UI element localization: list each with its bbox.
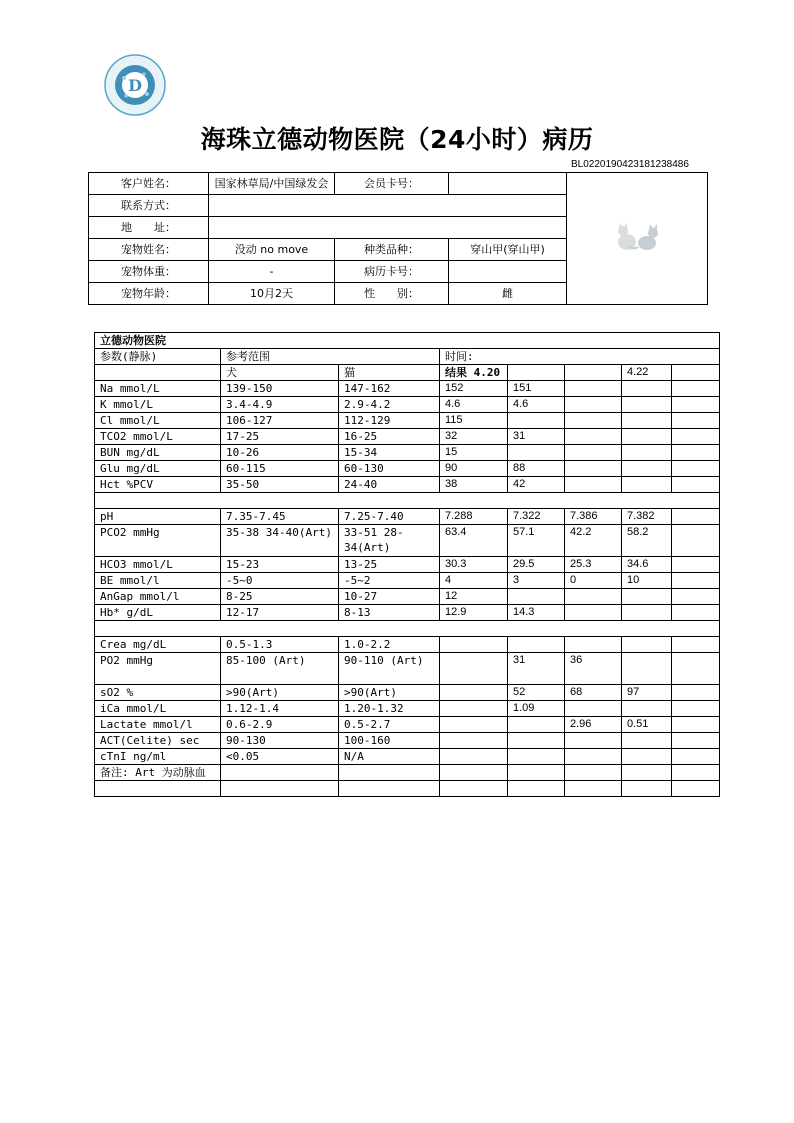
member-card-value — [449, 173, 567, 195]
result-cell — [622, 733, 672, 749]
result-cell: 1.09 — [508, 701, 565, 717]
result-cell — [622, 701, 672, 717]
lab-row — [95, 525, 720, 557]
blood-gas-table — [94, 332, 720, 797]
param-cell: Na mmol/L — [95, 381, 221, 397]
param-cell: ACT(Celite) sec — [95, 733, 221, 749]
result-cell: 12.9 — [440, 605, 508, 621]
cat-ref-cell: >90(Art) — [339, 685, 440, 701]
result-cell: 4.6 — [508, 397, 565, 413]
result-cell — [565, 701, 622, 717]
pet-weight-value: - — [209, 261, 335, 283]
dog-ref-cell: -5~0 — [221, 573, 339, 589]
empty-cell — [672, 397, 720, 413]
param-cell: BE mmol/l — [95, 573, 221, 589]
ref-range-header: 参考范围 — [221, 349, 440, 365]
param-cell: PCO2 mmHg — [95, 525, 221, 557]
result-cell: 63.4 — [440, 525, 508, 557]
result-cell: 115 — [440, 413, 508, 429]
record-number: BL0220190423181238486 — [571, 159, 689, 170]
pet-age-label: 宠物年龄： — [89, 283, 209, 305]
pet-weight-label: 宠物体重： — [89, 261, 209, 283]
result-cell: 97 — [622, 685, 672, 701]
dog-ref-cell: 10-26 — [221, 445, 339, 461]
result-cell: 3 — [508, 573, 565, 589]
result-cell — [508, 733, 565, 749]
result-cell — [508, 413, 565, 429]
cat-ref-cell: 1.20-1.32 — [339, 701, 440, 717]
result-cell: 12 — [440, 589, 508, 605]
result-cell — [622, 445, 672, 461]
result-cell — [622, 381, 672, 397]
result-cell: 4.6 — [440, 397, 508, 413]
empty-cell — [672, 429, 720, 445]
patient-info-table — [88, 172, 708, 305]
param-cell: Glu mg/dL — [95, 461, 221, 477]
case-card-value — [449, 261, 567, 283]
param-cell: PO2 mmHg — [95, 653, 221, 685]
dog-ref-cell: 85-100 (Art) — [221, 653, 339, 685]
dog-ref-cell: 90-130 — [221, 733, 339, 749]
lab-row — [95, 445, 720, 461]
result-cell — [508, 717, 565, 733]
result-cell: 7.322 — [508, 509, 565, 525]
empty-cell — [672, 589, 720, 605]
dog-ref-cell: 35-38 34-40(Art) — [221, 525, 339, 557]
param-cell: Lactate mmol/l — [95, 717, 221, 733]
empty-cell — [672, 477, 720, 493]
species-label: 种类品种： — [335, 239, 449, 261]
result-header: 结果 4.20 — [440, 365, 508, 381]
result-cell: 14.3 — [508, 605, 565, 621]
param-cell: BUN mg/dL — [95, 445, 221, 461]
result-cell — [565, 397, 622, 413]
dog-ref-cell: 8-25 — [221, 589, 339, 605]
empty-cell — [672, 557, 720, 573]
lab-row — [95, 589, 720, 605]
result-cell: 2.96 — [565, 717, 622, 733]
owner-name-label: 客户姓名： — [89, 173, 209, 195]
dog-ref-cell: 35-50 — [221, 477, 339, 493]
result-cell: 36 — [565, 653, 622, 685]
param-cell: sO2 % — [95, 685, 221, 701]
svg-text:D: D — [128, 76, 142, 95]
result-cell: 57.1 — [508, 525, 565, 557]
lab-row — [95, 413, 720, 429]
result-cell — [622, 429, 672, 445]
cat-header: 猫 — [339, 365, 440, 381]
pet-name-value: 没动 no move — [209, 239, 335, 261]
result-cell: 10 — [622, 573, 672, 589]
empty-cell — [672, 717, 720, 733]
page-title: 海珠立德动物医院（24小时）病历 — [200, 125, 594, 154]
result-cell — [565, 605, 622, 621]
cat-ref-cell: 24-40 — [339, 477, 440, 493]
cat-ref-cell: 15-34 — [339, 445, 440, 461]
cat-ref-cell: N/A — [339, 749, 440, 765]
param-cell: cTnI ng/ml — [95, 749, 221, 765]
cat-ref-cell: 7.25-7.40 — [339, 509, 440, 525]
cat-ref-cell: 90-110 (Art) — [339, 653, 440, 685]
hospital-logo-icon — [104, 54, 166, 116]
dog-ref-cell: 3.4-4.9 — [221, 397, 339, 413]
result-cell: 68 — [565, 685, 622, 701]
cat-ref-cell: 1.0-2.2 — [339, 637, 440, 653]
dog-ref-cell: 15-23 — [221, 557, 339, 573]
lab-row — [95, 749, 720, 765]
result-cell — [440, 637, 508, 653]
result-cell — [508, 445, 565, 461]
cat-ref-cell: 33-51 28-34(Art) — [339, 525, 440, 557]
note: 备注: Art 为动脉血 — [95, 765, 221, 781]
owner-name-value: 国家林草局/中国绿发会 — [209, 173, 335, 195]
empty-cell — [672, 445, 720, 461]
cat-ref-cell: 2.9-4.2 — [339, 397, 440, 413]
lab-row — [95, 717, 720, 733]
result-cell — [565, 445, 622, 461]
result-cell: 29.5 — [508, 557, 565, 573]
species-value: 穿山甲(穿山甲) — [449, 239, 567, 261]
result-cell: 52 — [508, 685, 565, 701]
result-cell — [622, 589, 672, 605]
dog-ref-cell: 0.5-1.3 — [221, 637, 339, 653]
empty-cell — [672, 733, 720, 749]
result-cell — [565, 477, 622, 493]
param-cell: HCO3 mmol/L — [95, 557, 221, 573]
section-spacer — [95, 621, 720, 637]
result-cell: 88 — [508, 461, 565, 477]
dog-ref-cell: <0.05 — [221, 749, 339, 765]
param-header: 参数(静脉) — [95, 349, 221, 365]
result-cell — [508, 749, 565, 765]
dog-ref-cell: 106-127 — [221, 413, 339, 429]
dog-ref-cell: 7.35-7.45 — [221, 509, 339, 525]
empty-cell — [672, 637, 720, 653]
result-cell: 38 — [440, 477, 508, 493]
result-cell — [565, 413, 622, 429]
hospital-name: 立德动物医院 — [95, 333, 720, 349]
member-card-label: 会员卡号： — [335, 173, 449, 195]
result-cell — [622, 397, 672, 413]
cat-ref-cell: 13-25 — [339, 557, 440, 573]
cat-ref-cell: 60-130 — [339, 461, 440, 477]
result-cell — [440, 749, 508, 765]
empty-cell — [672, 749, 720, 765]
param-cell: iCa mmol/L — [95, 701, 221, 717]
result-cell: 32 — [440, 429, 508, 445]
param-cell: Hct %PCV — [95, 477, 221, 493]
dog-ref-cell: 12-17 — [221, 605, 339, 621]
pet-photo-placeholder — [567, 173, 708, 305]
case-card-label: 病历卡号： — [335, 261, 449, 283]
address-label: 地 址： — [89, 217, 209, 239]
empty-cell — [672, 605, 720, 621]
dog-ref-cell: >90(Art) — [221, 685, 339, 701]
empty-cell — [672, 525, 720, 557]
param-cell: Hb* g/dL — [95, 605, 221, 621]
result-cell: 151 — [508, 381, 565, 397]
dog-header: 犬 — [221, 365, 339, 381]
lab-row — [95, 461, 720, 477]
result-cell: 0 — [565, 573, 622, 589]
result-cell — [622, 637, 672, 653]
result-cell — [622, 749, 672, 765]
result-cell — [565, 749, 622, 765]
empty-cell — [672, 381, 720, 397]
result-cell: 31 — [508, 429, 565, 445]
section-spacer — [95, 493, 720, 509]
cat-ref-cell: 10-27 — [339, 589, 440, 605]
dog-ref-cell: 60-115 — [221, 461, 339, 477]
param-cell: K mmol/L — [95, 397, 221, 413]
pet-name-label: 宠物姓名： — [89, 239, 209, 261]
result-cell: 42.2 — [565, 525, 622, 557]
lab-row — [95, 637, 720, 653]
empty-cell — [672, 509, 720, 525]
result-cell — [565, 381, 622, 397]
result-cell — [440, 653, 508, 685]
result-cell: 15 — [440, 445, 508, 461]
lab-row — [95, 605, 720, 621]
param-cell: Cl mmol/L — [95, 413, 221, 429]
cat-ref-cell: 0.5-2.7 — [339, 717, 440, 733]
empty-cell — [672, 573, 720, 589]
address-value — [209, 217, 567, 239]
param-cell: pH — [95, 509, 221, 525]
lab-row — [95, 685, 720, 701]
result-cell — [565, 589, 622, 605]
contact-label: 联系方式： — [89, 195, 209, 217]
dog-ref-cell: 1.12-1.4 — [221, 701, 339, 717]
dog-ref-cell: 0.6-2.9 — [221, 717, 339, 733]
lab-row — [95, 557, 720, 573]
dog-ref-cell: 17-25 — [221, 429, 339, 445]
result-cell: 30.3 — [440, 557, 508, 573]
param-cell: TCO2 mmol/L — [95, 429, 221, 445]
result-cell — [622, 477, 672, 493]
empty-cell — [672, 461, 720, 477]
param-cell: Crea mg/dL — [95, 637, 221, 653]
sex-label: 性 别： — [335, 283, 449, 305]
cat-ref-cell: 147-162 — [339, 381, 440, 397]
sex-value: 雌 — [449, 283, 567, 305]
cat-ref-cell: 112-129 — [339, 413, 440, 429]
lab-row — [95, 509, 720, 525]
result-cell: 42 — [508, 477, 565, 493]
result-cell — [440, 733, 508, 749]
result-cell: 25.3 — [565, 557, 622, 573]
result-cell: 0.51 — [622, 717, 672, 733]
result-cell: 58.2 — [622, 525, 672, 557]
result-cell: 90 — [440, 461, 508, 477]
result-cell — [565, 461, 622, 477]
lab-row — [95, 381, 720, 397]
result-cell: 4 — [440, 573, 508, 589]
contact-value — [209, 195, 567, 217]
empty-cell — [672, 685, 720, 701]
result-cell: 34.6 — [622, 557, 672, 573]
result-cell — [622, 413, 672, 429]
lab-row — [95, 733, 720, 749]
result-cell: 7.386 — [565, 509, 622, 525]
empty-cell — [672, 413, 720, 429]
result-cell — [440, 717, 508, 733]
empty-cell — [672, 653, 720, 685]
result-cell — [440, 701, 508, 717]
lab-row — [95, 701, 720, 717]
lab-row — [95, 653, 720, 685]
result-cell — [622, 653, 672, 685]
result-cell: 7.288 — [440, 509, 508, 525]
empty-cell — [672, 701, 720, 717]
pet-silhouette-icon — [609, 222, 665, 252]
result-cell — [622, 605, 672, 621]
result-cell — [508, 637, 565, 653]
cat-ref-cell: 16-25 — [339, 429, 440, 445]
pet-age-value: 10月2天 — [209, 283, 335, 305]
result-cell: 31 — [508, 653, 565, 685]
lab-row — [95, 573, 720, 589]
result-cell — [622, 461, 672, 477]
param-cell: AnGap mmol/l — [95, 589, 221, 605]
cat-ref-cell: 100-160 — [339, 733, 440, 749]
result-cell — [565, 429, 622, 445]
lab-row — [95, 477, 720, 493]
cat-ref-cell: 8-13 — [339, 605, 440, 621]
result-cell — [565, 733, 622, 749]
lab-row — [95, 397, 720, 413]
time-header: 时间: — [440, 349, 720, 365]
result-cell: 7.382 — [622, 509, 672, 525]
result-cell — [565, 637, 622, 653]
date2-header: 4.22 — [622, 365, 672, 381]
result-cell — [440, 685, 508, 701]
lab-row — [95, 429, 720, 445]
cat-ref-cell: -5~2 — [339, 573, 440, 589]
result-cell — [508, 589, 565, 605]
dog-ref-cell: 139-150 — [221, 381, 339, 397]
result-cell: 152 — [440, 381, 508, 397]
